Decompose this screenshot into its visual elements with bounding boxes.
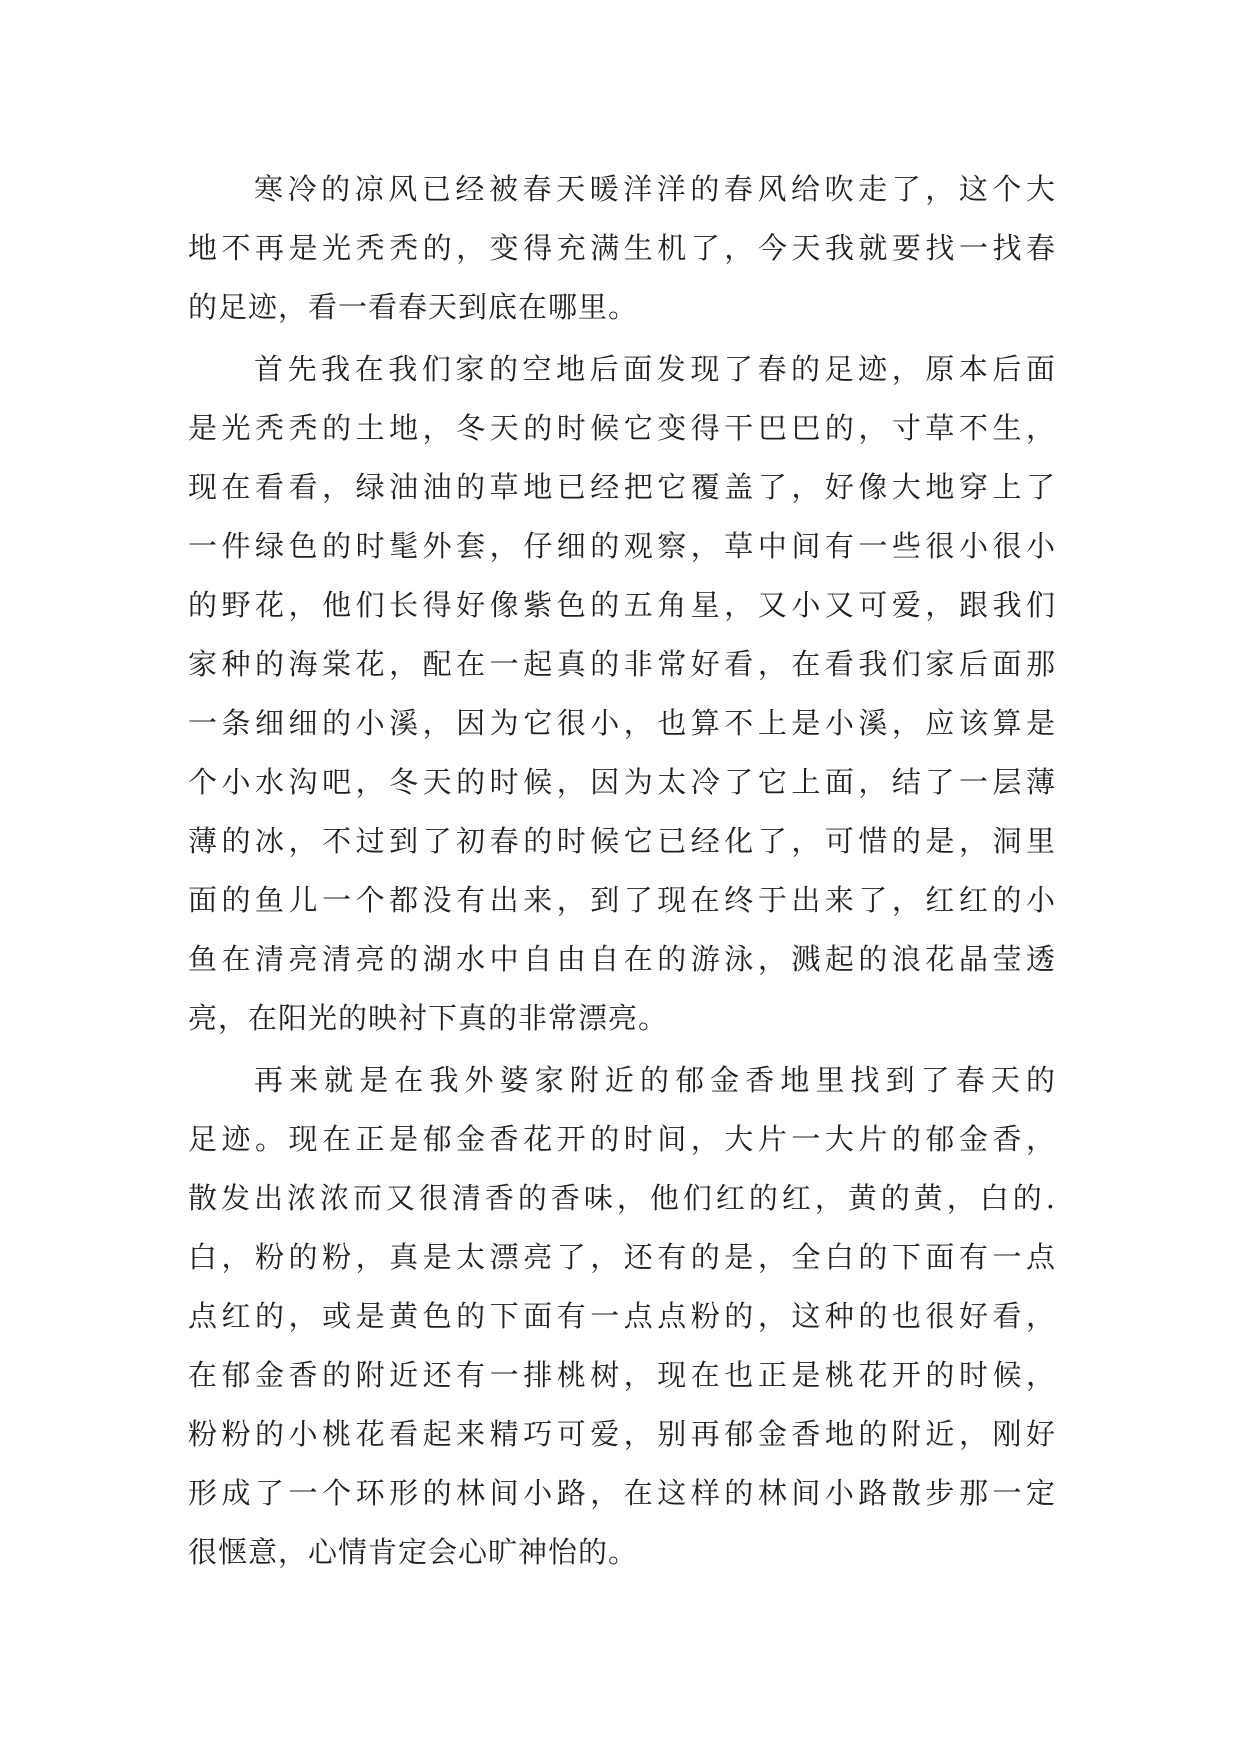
text-line: 散发出浓浓而又很清香的香味，他们红的红，黄的黄，白的. [188, 1181, 1056, 1215]
text-line: 很惬意，心情肯定会心旷神怡的。 [188, 1535, 639, 1569]
text-line: 亮，在阳光的映衬下真的非常漂亮。 [188, 1001, 669, 1035]
text-line: 足迹。现在正是郁金香花开的时间，大片一大片的郁金香， [188, 1122, 1056, 1156]
text-line: 形成了一个环形的林间小路，在这样的林间小路散步那一定 [188, 1476, 1056, 1510]
text-line: 首先我在我们家的空地后面发现了春的足迹，原本后面 [254, 352, 1056, 386]
text-line: 粉粉的小桃花看起来精巧可爱，别再郁金香地的附近，刚好 [188, 1417, 1056, 1451]
text-line: 家种的海棠花，配在一起真的非常好看，在看我们家后面那 [188, 647, 1056, 681]
text-line: 薄的冰，不过到了初春的时候它已经化了，可惜的是，洞里 [188, 824, 1056, 858]
text-line: 个小水沟吧，冬天的时候，因为太冷了它上面，结了一层薄 [188, 765, 1056, 799]
text-line: 的野花，他们长得好像紫色的五角星，又小又可爱，跟我们 [188, 588, 1056, 622]
text-line: 寒冷的凉风已经被春天暖洋洋的春风给吹走了，这个大 [254, 172, 1056, 206]
text-line: 鱼在清亮清亮的湖水中自由自在的游泳，溅起的浪花晶莹透 [188, 942, 1056, 976]
text-line: 是光秃秃的土地，冬天的时候它变得干巴巴的，寸草不生， [188, 411, 1056, 445]
text-line: 一条细细的小溪，因为它很小，也算不上是小溪，应该算是 [188, 706, 1056, 740]
paragraph-3 [188, 1051, 1056, 1582]
document-body [188, 160, 1056, 1585]
text-line: 在郁金香的附近还有一排桃树，现在也正是桃花开的时候， [188, 1358, 1056, 1392]
paragraph-1 [188, 160, 1056, 337]
text-line: 点红的，或是黄色的下面有一点点粉的，这种的也很好看， [188, 1299, 1056, 1333]
text-line: 白，粉的粉，真是太漂亮了，还有的是，全白的下面有一点 [188, 1240, 1056, 1274]
text-line: 再来就是在我外婆家附近的郁金香地里找到了春天的 [254, 1063, 1056, 1097]
text-line: 地不再是光秃秃的，变得充满生机了，今天我就要找一找春 [188, 231, 1056, 265]
text-line: 的足迹，看一看春天到底在哪里。 [188, 290, 639, 324]
text-line: 一件绿色的时髦外套，仔细的观察，草中间有一些很小很小 [188, 529, 1056, 563]
text-line: 现在看看，绿油油的草地已经把它覆盖了，好像大地穿上了 [188, 470, 1056, 504]
paragraph-2 [188, 340, 1056, 1048]
text-line: 面的鱼儿一个都没有出来，到了现在终于出来了，红红的小 [188, 883, 1056, 917]
